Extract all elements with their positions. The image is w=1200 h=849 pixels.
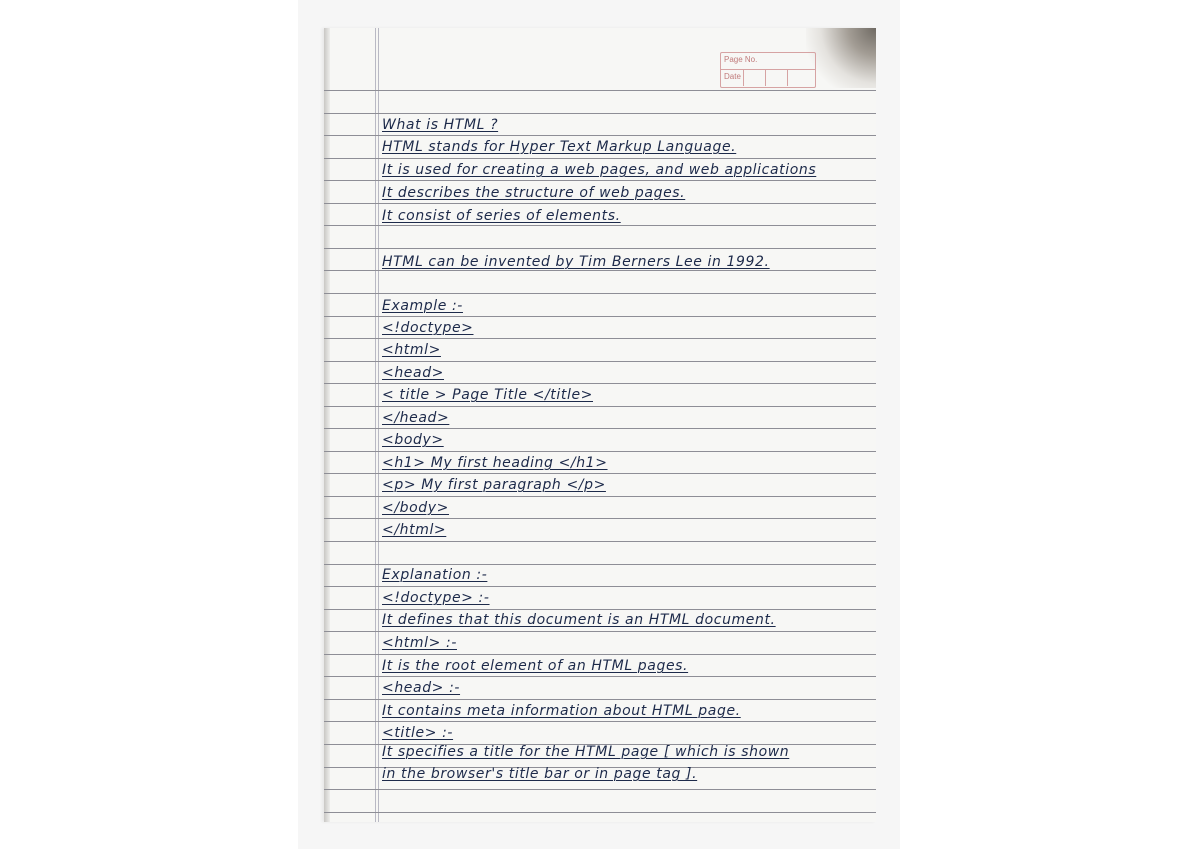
page-number-label: Page No. bbox=[724, 55, 758, 64]
date-label: Date bbox=[724, 72, 741, 81]
code-line: <head> bbox=[382, 365, 445, 381]
code-line: </body> bbox=[382, 500, 450, 516]
explanation-heading: Explanation :- bbox=[382, 567, 488, 583]
code-line: </head> bbox=[382, 410, 450, 426]
code-line: <h1> My first heading </h1> bbox=[382, 455, 608, 471]
note-line: HTML stands for Hyper Text Markup Language. bbox=[382, 139, 737, 155]
blank-line bbox=[382, 231, 872, 253]
definition-line: It defines that this document is an HTML document. bbox=[382, 612, 776, 628]
code-line: <p> My first paragraph </p> bbox=[382, 477, 606, 493]
code-line: <html> bbox=[382, 342, 441, 358]
note-line: It describes the structure of web pages. bbox=[382, 185, 686, 201]
blank-line bbox=[382, 276, 872, 298]
note-heading: What is HTML ? bbox=[382, 117, 499, 133]
note-line: HTML can be invented by Tim Berners Lee in 1992. bbox=[382, 254, 770, 270]
term-line: <!doctype> :- bbox=[382, 590, 490, 606]
term-line: <html> :- bbox=[382, 635, 457, 651]
note-line: It is used for creating a web pages, and web applications bbox=[382, 162, 817, 178]
blank-line bbox=[382, 545, 872, 567]
code-line: </html> bbox=[382, 522, 447, 538]
code-line: <!doctype> bbox=[382, 320, 474, 336]
note-line: It consist of series of elements. bbox=[382, 208, 621, 224]
handwritten-notes bbox=[324, 28, 876, 822]
definition-line: in the browser's title bar or in page tag ]. bbox=[382, 766, 698, 782]
code-line: < title > Page Title </title> bbox=[382, 387, 593, 403]
term-line: <head> :- bbox=[382, 680, 461, 696]
definition-line: It contains meta information about HTML page. bbox=[382, 703, 741, 719]
notebook-page bbox=[324, 28, 876, 822]
example-heading: Example :- bbox=[382, 298, 463, 314]
term-line: <title> :- bbox=[382, 725, 454, 741]
definition-line: It specifies a title for the HTML page [ which is shown bbox=[382, 744, 790, 760]
code-line: <body> bbox=[382, 432, 444, 448]
definition-line: It is the root element of an HTML pages. bbox=[382, 658, 689, 674]
